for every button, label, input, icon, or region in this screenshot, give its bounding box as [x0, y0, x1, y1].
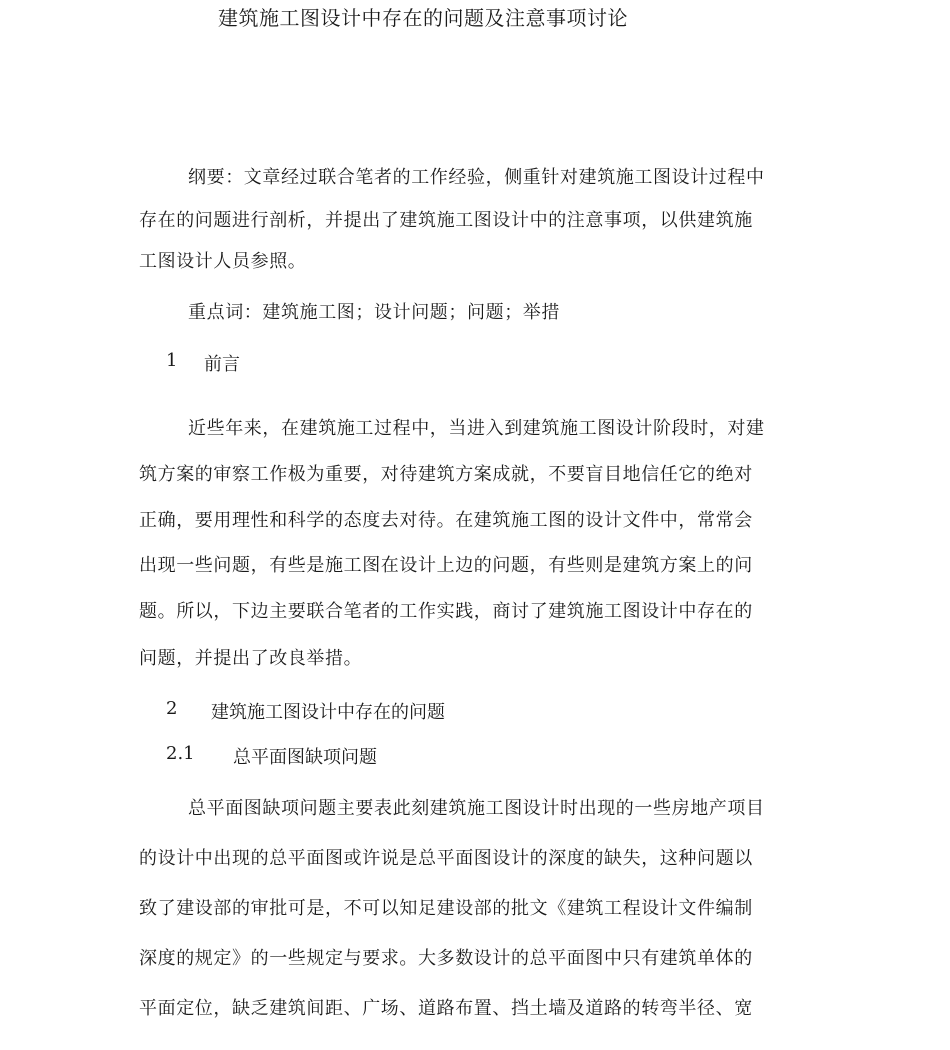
section-number: 1	[166, 350, 178, 371]
document-title: 建筑施工图设计中存在的问题及注意事项讨论	[218, 6, 628, 30]
body-line: 正确，要用理性和科学的态度去对待。在建筑施工图的设计文件中，常常会	[139, 510, 753, 531]
body-line: 总平面图缺项问题主要表此刻建筑施工图设计时出现的一些房地产项目	[188, 798, 765, 819]
abstract-line: 纲要：文章经过联合笔者的工作经验，侧重针对建筑施工图设计过程中	[188, 167, 765, 188]
abstract-line: 存在的问题进行剖析，并提出了建筑施工图设计中的注意事项，以供建筑施	[139, 210, 753, 231]
subsection-number: 2.1	[166, 743, 195, 764]
body-line: 近些年来，在建筑施工过程中，当进入到建筑施工图设计阶段时，对建	[188, 418, 765, 439]
body-line: 深度的规定》的一些规定与要求。大多数设计的总平面图中只有建筑单体的	[139, 948, 753, 969]
keywords-line: 重点词：建筑施工图；设计问题；问题；举措	[188, 302, 560, 323]
body-line: 出现一些问题，有些是施工图在设计上边的问题，有些则是建筑方案上的问	[139, 555, 753, 576]
body-line: 题。所以，下边主要联合笔者的工作实践，商讨了建筑施工图设计中存在的	[139, 601, 753, 622]
body-line: 致了建设部的审批可是，不可以知足建设部的批文《建筑工程设计文件编制	[139, 898, 753, 919]
section-number: 2	[166, 698, 178, 719]
section-title: 建筑施工图设计中存在的问题	[211, 702, 445, 723]
section-title: 前言	[204, 354, 240, 375]
body-line: 筑方案的审察工作极为重要，对待建筑方案成就，不要盲目地信任它的绝对	[139, 464, 753, 485]
abstract-line: 工图设计人员参照。	[139, 251, 307, 272]
body-line: 问题，并提出了改良举措。	[139, 648, 363, 669]
body-line: 的设计中出现的总平面图或许说是总平面图设计的深度的缺失，这种问题以	[139, 848, 753, 869]
body-line: 平面定位，缺乏建筑间距、广场、道路布置、挡土墙及道路的转弯半径、宽	[139, 998, 753, 1019]
subsection-title: 总平面图缺项问题	[233, 747, 377, 768]
